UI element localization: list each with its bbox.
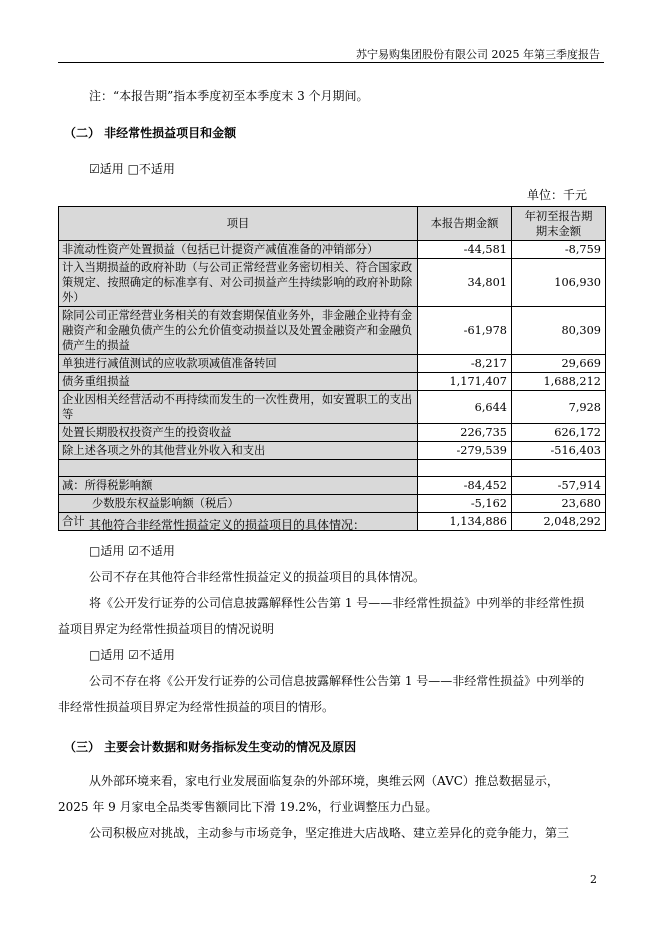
row-item: 少数股东权益影响额（税后） bbox=[59, 495, 418, 513]
row-item: 非流动性资产处置损益（包括已计提资产减值准备的冲销部分） bbox=[59, 241, 418, 259]
row-item bbox=[59, 460, 418, 477]
row-ytd: 1,688,212 bbox=[512, 373, 606, 391]
row-ytd: 626,172 bbox=[512, 424, 606, 442]
column-header-item: 项目 bbox=[59, 207, 418, 241]
section-2-applicability: ☑适用 □不适用 bbox=[89, 162, 175, 176]
row-item: 处置长期股权投资产生的投资收益 bbox=[59, 424, 418, 442]
row-item: 单独进行减值测试的应收款项减值准备转回 bbox=[59, 355, 418, 373]
row-item: 除同公司正常经营业务相关的有效套期保值业务外，非金融企业持有金融资产和金融负债产生的公允价值变动损益以及处置金融资产和金融负债产生的损益 bbox=[59, 307, 418, 355]
row-current: 34,801 bbox=[418, 259, 512, 307]
section-3-title: （三） 主要会计数据和财务指标发生变动的情况及原因 bbox=[64, 740, 357, 754]
column-header-current: 本报告期金额 bbox=[418, 207, 512, 241]
row-ytd: 7,928 bbox=[512, 391, 606, 424]
row-item: 除上述各项之外的其他营业外收入和支出 bbox=[59, 442, 418, 460]
row-current: -44,581 bbox=[418, 241, 512, 259]
row-current: -84,452 bbox=[418, 477, 512, 495]
applicability-b: □适用 ☑不适用 bbox=[89, 648, 175, 662]
reclass-text-line-1: 公司不存在将《公开发行证券的公司信息披露解释性公告第 1 号——非经常性损益》中列举的 bbox=[89, 674, 585, 688]
table-row bbox=[59, 477, 606, 495]
row-item: 计入当期损益的政府补助（与公司正常经营业务密切相关、符合国家政策规定、按照确定的标准享有、对公司损益产生持续影响的政府补助除外） bbox=[59, 259, 418, 307]
row-item: 企业因相关经营活动不再持续而发生的一次性费用，如安置职工的支出等 bbox=[59, 391, 418, 424]
row-current: 1,171,407 bbox=[418, 373, 512, 391]
row-ytd: 29,669 bbox=[512, 355, 606, 373]
section-3-para-2-line-1: 公司积极应对挑战，主动参与市场竞争，坚定推进大店战略、建立差异化的竞争能力，第三 bbox=[89, 826, 570, 840]
table-row bbox=[59, 391, 606, 424]
row-current: 226,735 bbox=[418, 424, 512, 442]
row-item: 债务重组损益 bbox=[59, 373, 418, 391]
row-current: 1,134,886 bbox=[418, 513, 512, 531]
table-row bbox=[59, 442, 606, 460]
unit-label: 单位：千元 bbox=[527, 188, 588, 202]
row-current: 6,644 bbox=[418, 391, 512, 424]
reclass-line-2: 益项目界定为经常性损益项目的情况说明 bbox=[58, 622, 275, 636]
other-items-intro: 其他符合非经常性损益定义的损益项目的具体情况： bbox=[89, 518, 366, 532]
row-item: 减：所得税影响额 bbox=[59, 477, 418, 495]
applicability-a: □适用 ☑不适用 bbox=[89, 544, 175, 558]
section-3-para-1-line-1: 从外部环境来看，家电行业发展面临复杂的外部环境，奥维云网（AVC）推总数据显示， bbox=[89, 774, 559, 788]
report-period-note: 注：“本报告期”指本季度初至本季度末 3 个月期间。 bbox=[89, 89, 369, 103]
reclass-text-line-2: 非经常性损益项目界定为经常性损益的项目的情形。 bbox=[58, 700, 335, 714]
table-row bbox=[59, 259, 606, 307]
row-ytd: -57,914 bbox=[512, 477, 606, 495]
table-row bbox=[59, 424, 606, 442]
other-items-text: 公司不存在其他符合非经常性损益定义的损益项目的具体情况。 bbox=[89, 570, 426, 584]
row-ytd: -516,403 bbox=[512, 442, 606, 460]
table-row-empty bbox=[59, 460, 606, 477]
page-number: 2 bbox=[590, 873, 597, 886]
non-recurring-items-table bbox=[58, 206, 606, 531]
section-2-title: （二） 非经常性损益项目和金额 bbox=[64, 126, 237, 140]
row-ytd: -8,759 bbox=[512, 241, 606, 259]
row-ytd: 106,930 bbox=[512, 259, 606, 307]
table-row bbox=[59, 241, 606, 259]
row-ytd: 2,048,292 bbox=[512, 513, 606, 531]
row-ytd bbox=[512, 460, 606, 477]
row-current: -61,978 bbox=[418, 307, 512, 355]
row-current: -5,162 bbox=[418, 495, 512, 513]
column-header-ytd: 年初至报告期 期末金额 bbox=[512, 207, 606, 241]
table-row bbox=[59, 373, 606, 391]
row-ytd: 23,680 bbox=[512, 495, 606, 513]
reclass-line-1: 将《公开发行证券的公司信息披露解释性公告第 1 号——非经常性损益》中列举的非经常性损 bbox=[89, 596, 585, 610]
table-row bbox=[59, 355, 606, 373]
row-current: -8,217 bbox=[418, 355, 512, 373]
row-current bbox=[418, 460, 512, 477]
header-divider bbox=[58, 62, 604, 63]
page-header: 苏宁易购集团股份有限公司 2025 年第三季度报告 bbox=[356, 48, 600, 61]
row-current: -279,539 bbox=[418, 442, 512, 460]
row-ytd: 80,309 bbox=[512, 307, 606, 355]
table-row bbox=[59, 307, 606, 355]
section-3-para-1-line-2: 2025 年 9 月家电全品类零售额同比下滑 19.2%，行业调整压力凸显。 bbox=[58, 800, 438, 814]
table-row bbox=[59, 495, 606, 513]
row-item: 合计 bbox=[59, 513, 418, 531]
